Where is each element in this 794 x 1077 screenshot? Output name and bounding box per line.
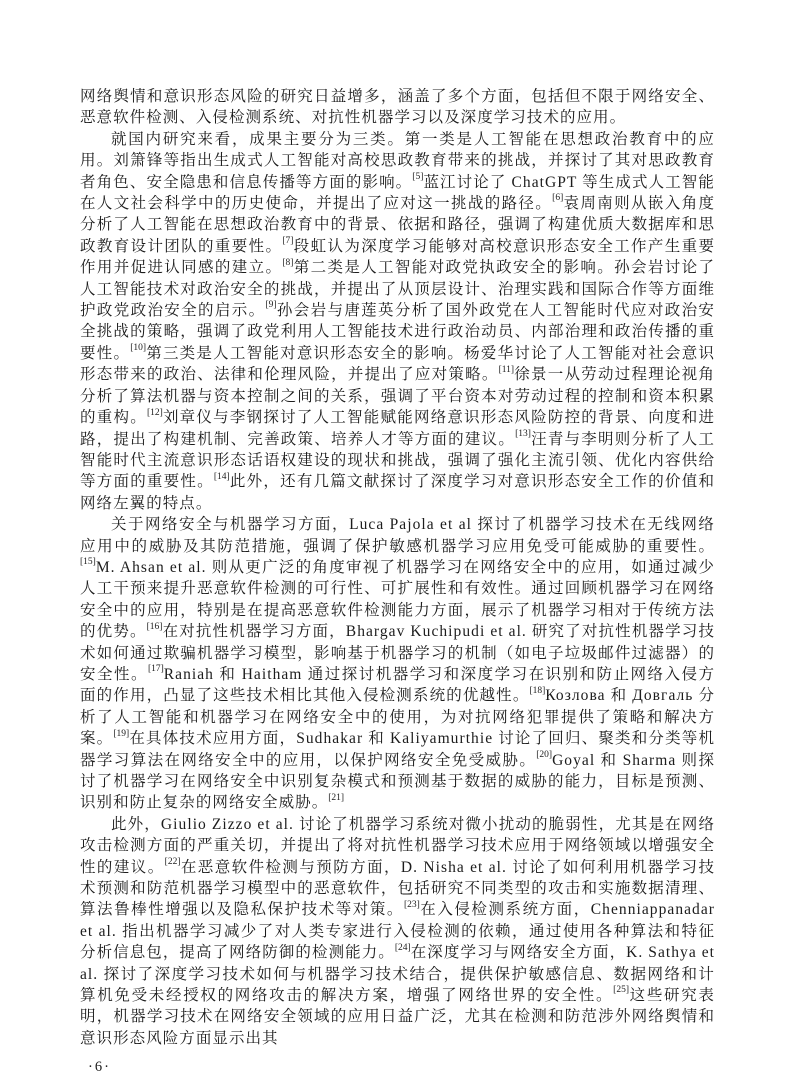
citation-ref: [24] [394,942,411,953]
paragraph: 此外，Giulio Zizzo et al. 讨论了机器学习系统对微小扰动的脆弱性，尤其是在网络攻击检测方面的严重关切，并提出了将对抗性机器学习技术应用于网络领域以增强安全性的建议。[22]在恶意软件检测与预防方面，D. Nisha et al. 讨论了如何利用机器学习技术预测和防范机器学习模型中的恶意软件，包括研究不同类型的攻击和实施数据清理、算法鲁棒性增强以及隐私保护技术等对策。[23]在入侵检测系统方面，Chenniappanadar et al. 指出机器学习减少了对人类专家进行入侵检测的依赖，通过使用各种算法和特征分析信息包，提高了网络防御的检测能力。[24]在深度学习与网络安全方面，K. Sathya et al. 探讨了深度学习技术如何与机器学习技术结合，提供保护敏感信息、数据网络和计算机免受未经授权的网络攻击的解决方案，增强了网络世界的安全性。[25]这些研究表明，机器学习技术在网络安全领域的应用日益广泛，尤其在检测和防范涉外网络舆情和意识形态风险方面显示出其 [80,815,715,1047]
page-number: ·6· [88,1059,111,1076]
paragraph: 就国内研究来看，成果主要分为三类。第一类是人工智能在思想政治教育中的应用。刘箫锋等指出生成式人工智能对高校思政教育带来的挑战，并探讨了其对思政教育者角色、安全隐患和信息传播等方面的影响。[5]蓝江讨论了 ChatGPT 等生成式人工智能在人文社会科学中的历史使命，并提出了应对这一挑战的路径。[6]袁周南则从嵌入角度分析了人工智能在思想政治教育中的背景、依据和路径，强调了构建优质大数据库和思政教育设计团队的重要性。[7]段虹认为深度学习能够对高校意识形态安全工作产生重要作用并促进认同感的建立。[8]第二类是人工智能对政党执政安全的影响。孙会岩讨论了人工智能技术对政治安全的挑战，并提出了从顶层设计、治理实践和国际合作等方面维护政党政治安全的启示。[9]孙会岩与唐莲英分析了国外政党在人工智能时代应对政治安全挑战的策略，强调了政党利用人工智能技术进行政治动员、内部治理和政治传播的重要性。[10]第三类是人工智能对意识形态安全的影响。杨爱华讨论了人工智能对社会意识形态带来的政治、法律和伦理风险，并提出了应对策略。[11]徐景一从劳动过程理论视角分析了算法机器与资本控制之间的关系，强调了平台资本对劳动过程的控制和资本积累的重构。[12]刘章仪与李钢探讨了人工智能赋能网络意识形态风险防控的背景、向度和进路，提出了构建机制、完善政策、培养人才等方面的建议。[13]汪青与李明则分析了人工智能时代主流意识形态话语权建设的现状和挑战，强调了强化主流引领、优化内容供给等方面的重要性。[14]此外，还有几篇文献探讨了深度学习对意识形态安全工作的价值和网络左翼的特点。 [80,130,715,512]
citation-ref: [18] [529,685,546,696]
citation-ref: [25] [613,985,629,996]
citation-ref: [11] [498,364,515,375]
citation-ref: [13] [515,428,531,439]
citation-ref: [9] [265,300,277,311]
citation-ref: [5] [412,172,424,183]
citation-ref: [22] [164,857,181,868]
paragraph: 网络舆情和意识形态风险的研究日益增多，涵盖了多个方面，包括但不限于网络安全、恶意软件检测、入侵检测系统、对抗性机器学习以及深度学习技术的应用。 [80,88,715,127]
citation-ref: [23] [403,899,420,910]
citation-ref: [17] [147,664,164,675]
citation-ref: [16] [146,621,163,632]
citation-ref: [8] [282,257,294,268]
citation-ref: [15] [80,557,96,568]
citation-ref: [19] [113,728,130,739]
citation-ref: [21] [328,792,345,803]
article-body [80,86,715,1049]
citation-ref: [10] [130,343,147,354]
citation-ref: [12] [146,407,163,418]
citation-ref: [6] [552,193,564,204]
citation-ref: [20] [536,750,553,761]
paragraph: 关于网络安全与机器学习方面，Luca Pajola et al 探讨了机器学习技术在无线网络应用中的威胁及其防范措施，强调了保护敏感机器学习应用免受可能威胁的重要性。[15]M. Ahsan et al. 则从更广泛的角度审视了机器学习在网络安全中的应用，如通过减少人工干预来提升恶意软件检测的可行性、可扩展性和有效性。通过回顾机器学习在网络安全中的应用，特别是在提高恶意软件检测能力方面，展示了机器学习相对于传统方法的优势。[16]在对抗性机器学习方面，Bhargav Kuchipudi et al. 研究了对抗性机器学习技术如何通过欺骗机器学习模型，影响基于机器学习的机制（如电子垃圾邮件过滤器）的安全性。[17]Raniah 和 Haitham 通过探讨机器学习和深度学习在识别和防止网络入侵方面的作用，凸显了这些技术相比其他入侵检测系统的优越性。[18]Козлова 和 Довгаль 分析了人工智能和机器学习在网络安全中的使用，为对抗网络犯罪提供了策略和解决方案。[19]在具体技术应用方面，Sudhakar 和 Kaliyamurthie 讨论了回归、聚类和分类等机器学习算法在网络安全中的应用，以保护网络安全免受威胁。[20]Goyal 和 Sharma 则探讨了机器学习在网络安全中识别复杂模式和预测基于数据的威胁的能力，目标是预测、识别和防止复杂的网络安全威胁。[21] [80,516,716,812]
citation-ref: [7] [282,236,294,247]
citation-ref: [14] [213,471,230,482]
